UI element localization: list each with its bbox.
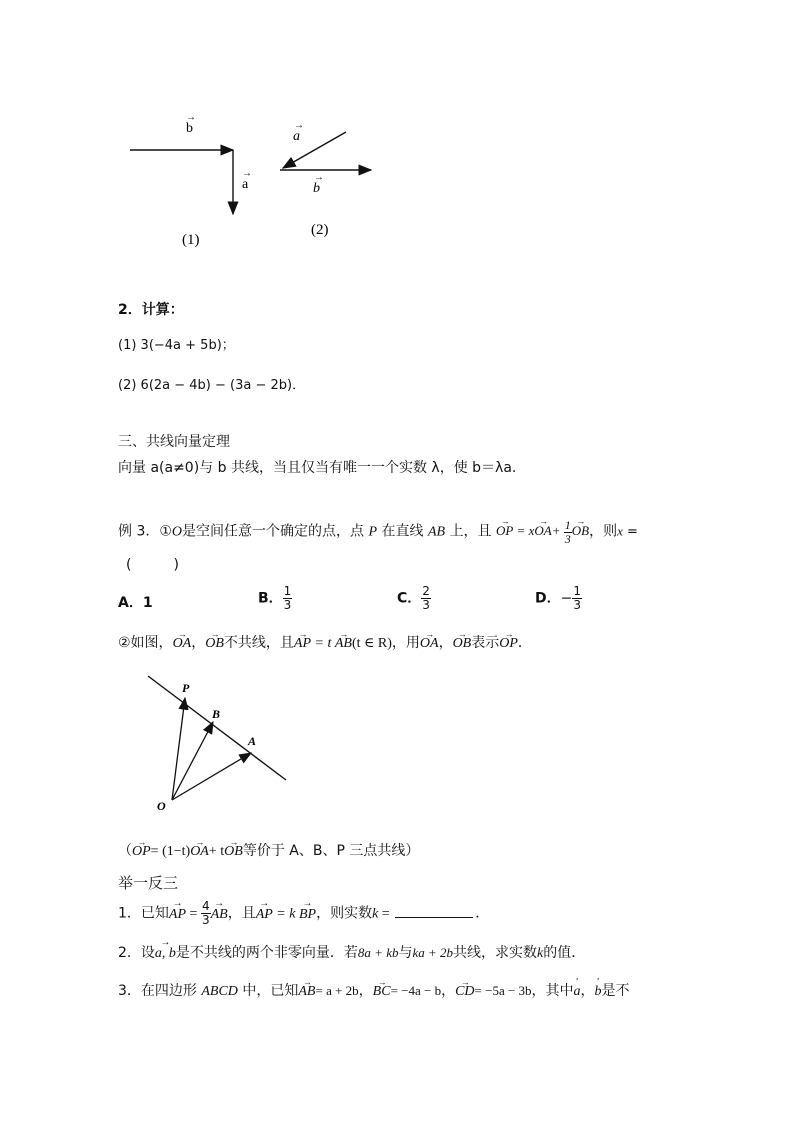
option-b: B． $\frac{1}{3}$ (258, 584, 292, 612)
fig2-caption: (2) (311, 222, 329, 238)
example3-stem-b: 是空间任意一个确定的点，点 (182, 523, 369, 540)
line-pa (148, 676, 286, 780)
q2-item2: (2) 6(2a − 4b) − (3a − 2b)． (118, 378, 306, 393)
section3-heading: 三、共线向量定理 (118, 434, 230, 450)
vector-figures-top (100, 100, 420, 250)
example3-prefix: 例 3．① (118, 523, 172, 540)
example3-stem-d: 在直线 (377, 523, 428, 540)
practice-2: 2．设→ a, b是不共线的两个非零向量．若8a + kb与ka + 2b共线，求实数k的值． (118, 944, 585, 963)
vec-op: → OP (499, 635, 518, 653)
practice-3: 3．在四边形 ABCD 中，已知→ AB= a + 2b，→ BC= −4a − b，→ CD= −5a − 3b，其中' a，' b是不 (118, 982, 630, 1001)
line-ab: AB (427, 524, 446, 540)
equals-sign: = (622, 524, 638, 540)
vector-equation: → OP = x→ OA+ $\frac{1}{3}$ → OB (496, 523, 589, 538)
fig1-caption: (1) (182, 232, 200, 248)
q2-title: 2．计算： (118, 302, 184, 318)
vec-ap: → AP (294, 635, 311, 653)
practice-1: 1．已知→ AP = $\frac{4}{3}$ → AB，且→ AP = k → BP，则实数k = ． (118, 900, 489, 927)
fig2-a-arrowhead: → (294, 120, 304, 131)
vec-oa: → OA (173, 635, 192, 653)
answer-blank (395, 905, 473, 918)
point-o: O (171, 524, 183, 540)
fig2-a-label: a (293, 129, 300, 144)
option-d: D．− $\frac{1}{3}$ (535, 584, 581, 612)
vec-oa-2: → OA (420, 635, 439, 653)
unknown-x: x (617, 523, 623, 539)
label-b: B (212, 707, 221, 721)
option-c: C． $\frac{2}{3}$ (397, 584, 430, 612)
example3-part2: ②如图，→ OA，→ OB不共线，且→ AP = t → AB(t ∈ R)，用→ OA，→ OB表示→ OP． (118, 634, 532, 653)
example3-stem-f: 上，且 (445, 523, 492, 540)
fig1-a-label: a (242, 177, 249, 192)
example3-answer-paren: ( ) (126, 557, 179, 573)
fig1-b-arrowhead: → (186, 112, 196, 123)
example3-stem (118, 519, 638, 546)
vec-ob: → OB (205, 635, 224, 653)
collinear-figure (140, 670, 300, 820)
collinear-note: （→ OP= (1−t)→ OA+ t→ OB等价于 A、B、P 三点共线） (118, 842, 419, 861)
fig1-b-label: b (186, 121, 193, 136)
example3-stem-g: ，则 (589, 523, 618, 540)
option-a: A．1 (118, 595, 153, 611)
section3-theorem: 向量 a(a≠0)与 b 共线，当且仅当有唯一一个实数 λ，使 b＝λa. (118, 460, 517, 476)
label-p: P (182, 681, 190, 695)
fig1-a-arrowhead: → (242, 168, 252, 179)
practice-heading: 举一反三 (118, 874, 179, 892)
fig2-b-label: b (313, 181, 320, 196)
vec-ob-2: → OB (453, 635, 472, 653)
point-p: P (368, 524, 378, 540)
label-o: O (157, 799, 166, 813)
vec-ab: → AB (335, 635, 352, 653)
label-a: A (248, 734, 257, 748)
q2-item1: (1) 3(−4a + 5b)； (118, 338, 235, 353)
vector-op (172, 698, 185, 800)
fig2-b-arrowhead: → (314, 172, 324, 183)
